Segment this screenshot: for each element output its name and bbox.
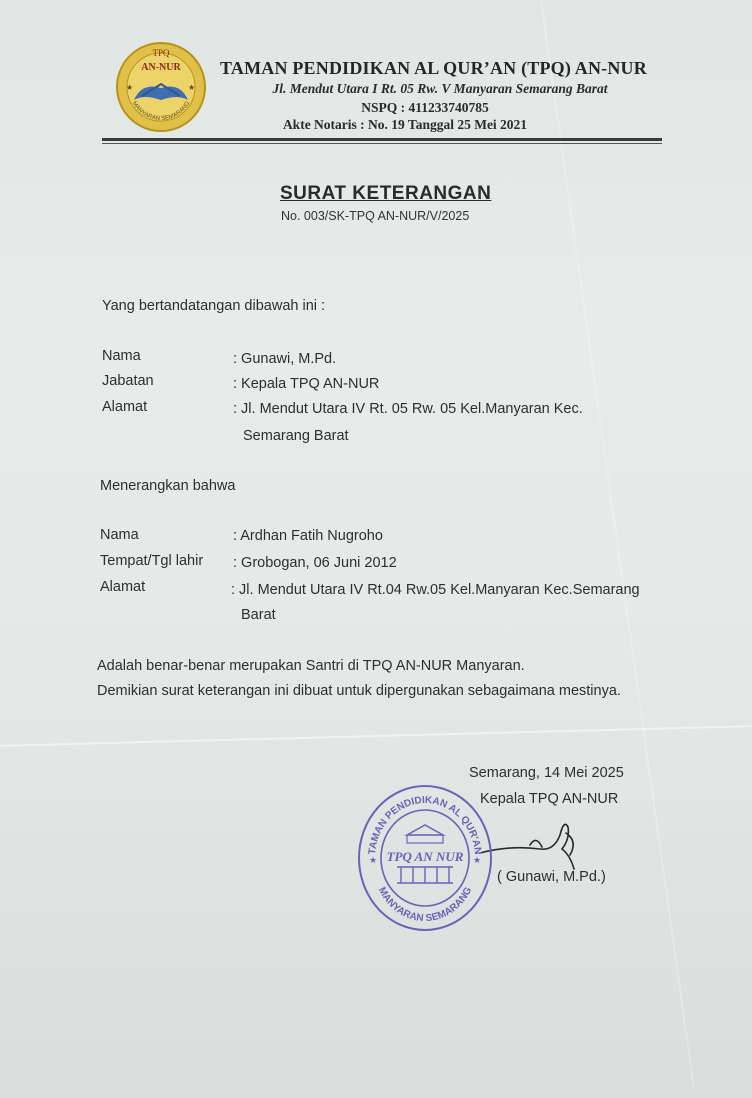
svg-text:★: ★ xyxy=(188,83,196,92)
svg-text:★: ★ xyxy=(126,83,134,92)
signature-place-date: Semarang, 14 Mei 2025 xyxy=(469,765,624,781)
student-birth-label: Tempat/Tgl lahir xyxy=(100,553,204,569)
document-title: SURAT KETERANGAN xyxy=(280,183,492,204)
svg-text:TAMAN PENDIDIKAN AL QUR'AN: TAMAN PENDIDIKAN AL QUR'AN xyxy=(367,794,483,856)
institution-akte: Akte Notaris : No. 19 Tanggal 25 Mei 2021 xyxy=(282,117,528,132)
signature-signer-name: ( Gunawi, M.Pd.) xyxy=(497,869,606,885)
signatory-position-value: : Kepala TPQ AN-NUR xyxy=(233,376,380,392)
signatory-name-value: : Gunawi, M.Pd. xyxy=(233,351,337,367)
svg-text:TPQ: TPQ xyxy=(152,48,170,58)
official-stamp-icon xyxy=(355,783,495,933)
student-name-label: Nama xyxy=(100,527,139,543)
intro-text: Yang bertandatangan dibawah ini : xyxy=(102,298,326,314)
signatory-position-label: Jabatan xyxy=(102,373,154,389)
student-name-value: : Ardhan Fatih Nugroho xyxy=(233,528,383,544)
student-address-value: : Jl. Mendut Utara IV Rt.04 Rw.05 Kel.Manyaran Kec.Semarang xyxy=(231,582,640,598)
paper-crease xyxy=(540,0,695,1087)
document-number: No. 003/SK-TPQ AN-NUR/V/2025 xyxy=(281,209,470,223)
letterhead-divider-thin xyxy=(102,143,662,144)
institution-nspq: NSPQ : 411233740785 xyxy=(361,100,489,115)
signatory-address-value-cont: Semarang Barat xyxy=(243,428,349,444)
svg-text:AN-NUR: AN-NUR xyxy=(141,62,181,73)
closing-line-1: Adalah benar-benar merupakan Santri di TPQ AN-NUR Manyaran. xyxy=(97,658,525,674)
svg-text:TPQ AN NUR: TPQ AN NUR xyxy=(386,849,464,864)
signatory-address-label: Alamat xyxy=(102,399,148,415)
svg-text:★: ★ xyxy=(369,855,378,865)
closing-line-2: Demikian surat keterangan ini dibuat untuk dipergunakan sebagaimana mestinya. xyxy=(97,683,621,699)
states-text: Menerangkan bahwa xyxy=(100,478,236,494)
signatory-address-value: : Jl. Mendut Utara IV Rt. 05 Rw. 05 Kel.Manyaran Kec. xyxy=(233,401,583,417)
signatory-name-label: Nama xyxy=(102,348,141,364)
svg-text:MANYARAN SEMARANG: MANYARAN SEMARANG xyxy=(375,885,475,925)
svg-text:★: ★ xyxy=(473,855,482,865)
student-address-label: Alamat xyxy=(100,579,146,595)
letterhead-divider xyxy=(102,138,662,141)
svg-text:MANYARAN SEMARANG: MANYARAN SEMARANG xyxy=(130,100,192,123)
institution-name: TAMAN PENDIDIKAN AL QUR’AN (TPQ) AN-NUR xyxy=(220,58,647,78)
signature-position: Kepala TPQ AN-NUR xyxy=(480,791,619,807)
student-address-value-cont: Barat xyxy=(241,607,276,623)
institution-address: Jl. Mendut Utara I Rt. 05 Rw. V Manyaran Semarang Barat xyxy=(272,81,608,96)
student-birth-value: : Grobogan, 06 Juni 2012 xyxy=(233,555,397,571)
paper-crease xyxy=(0,725,752,747)
